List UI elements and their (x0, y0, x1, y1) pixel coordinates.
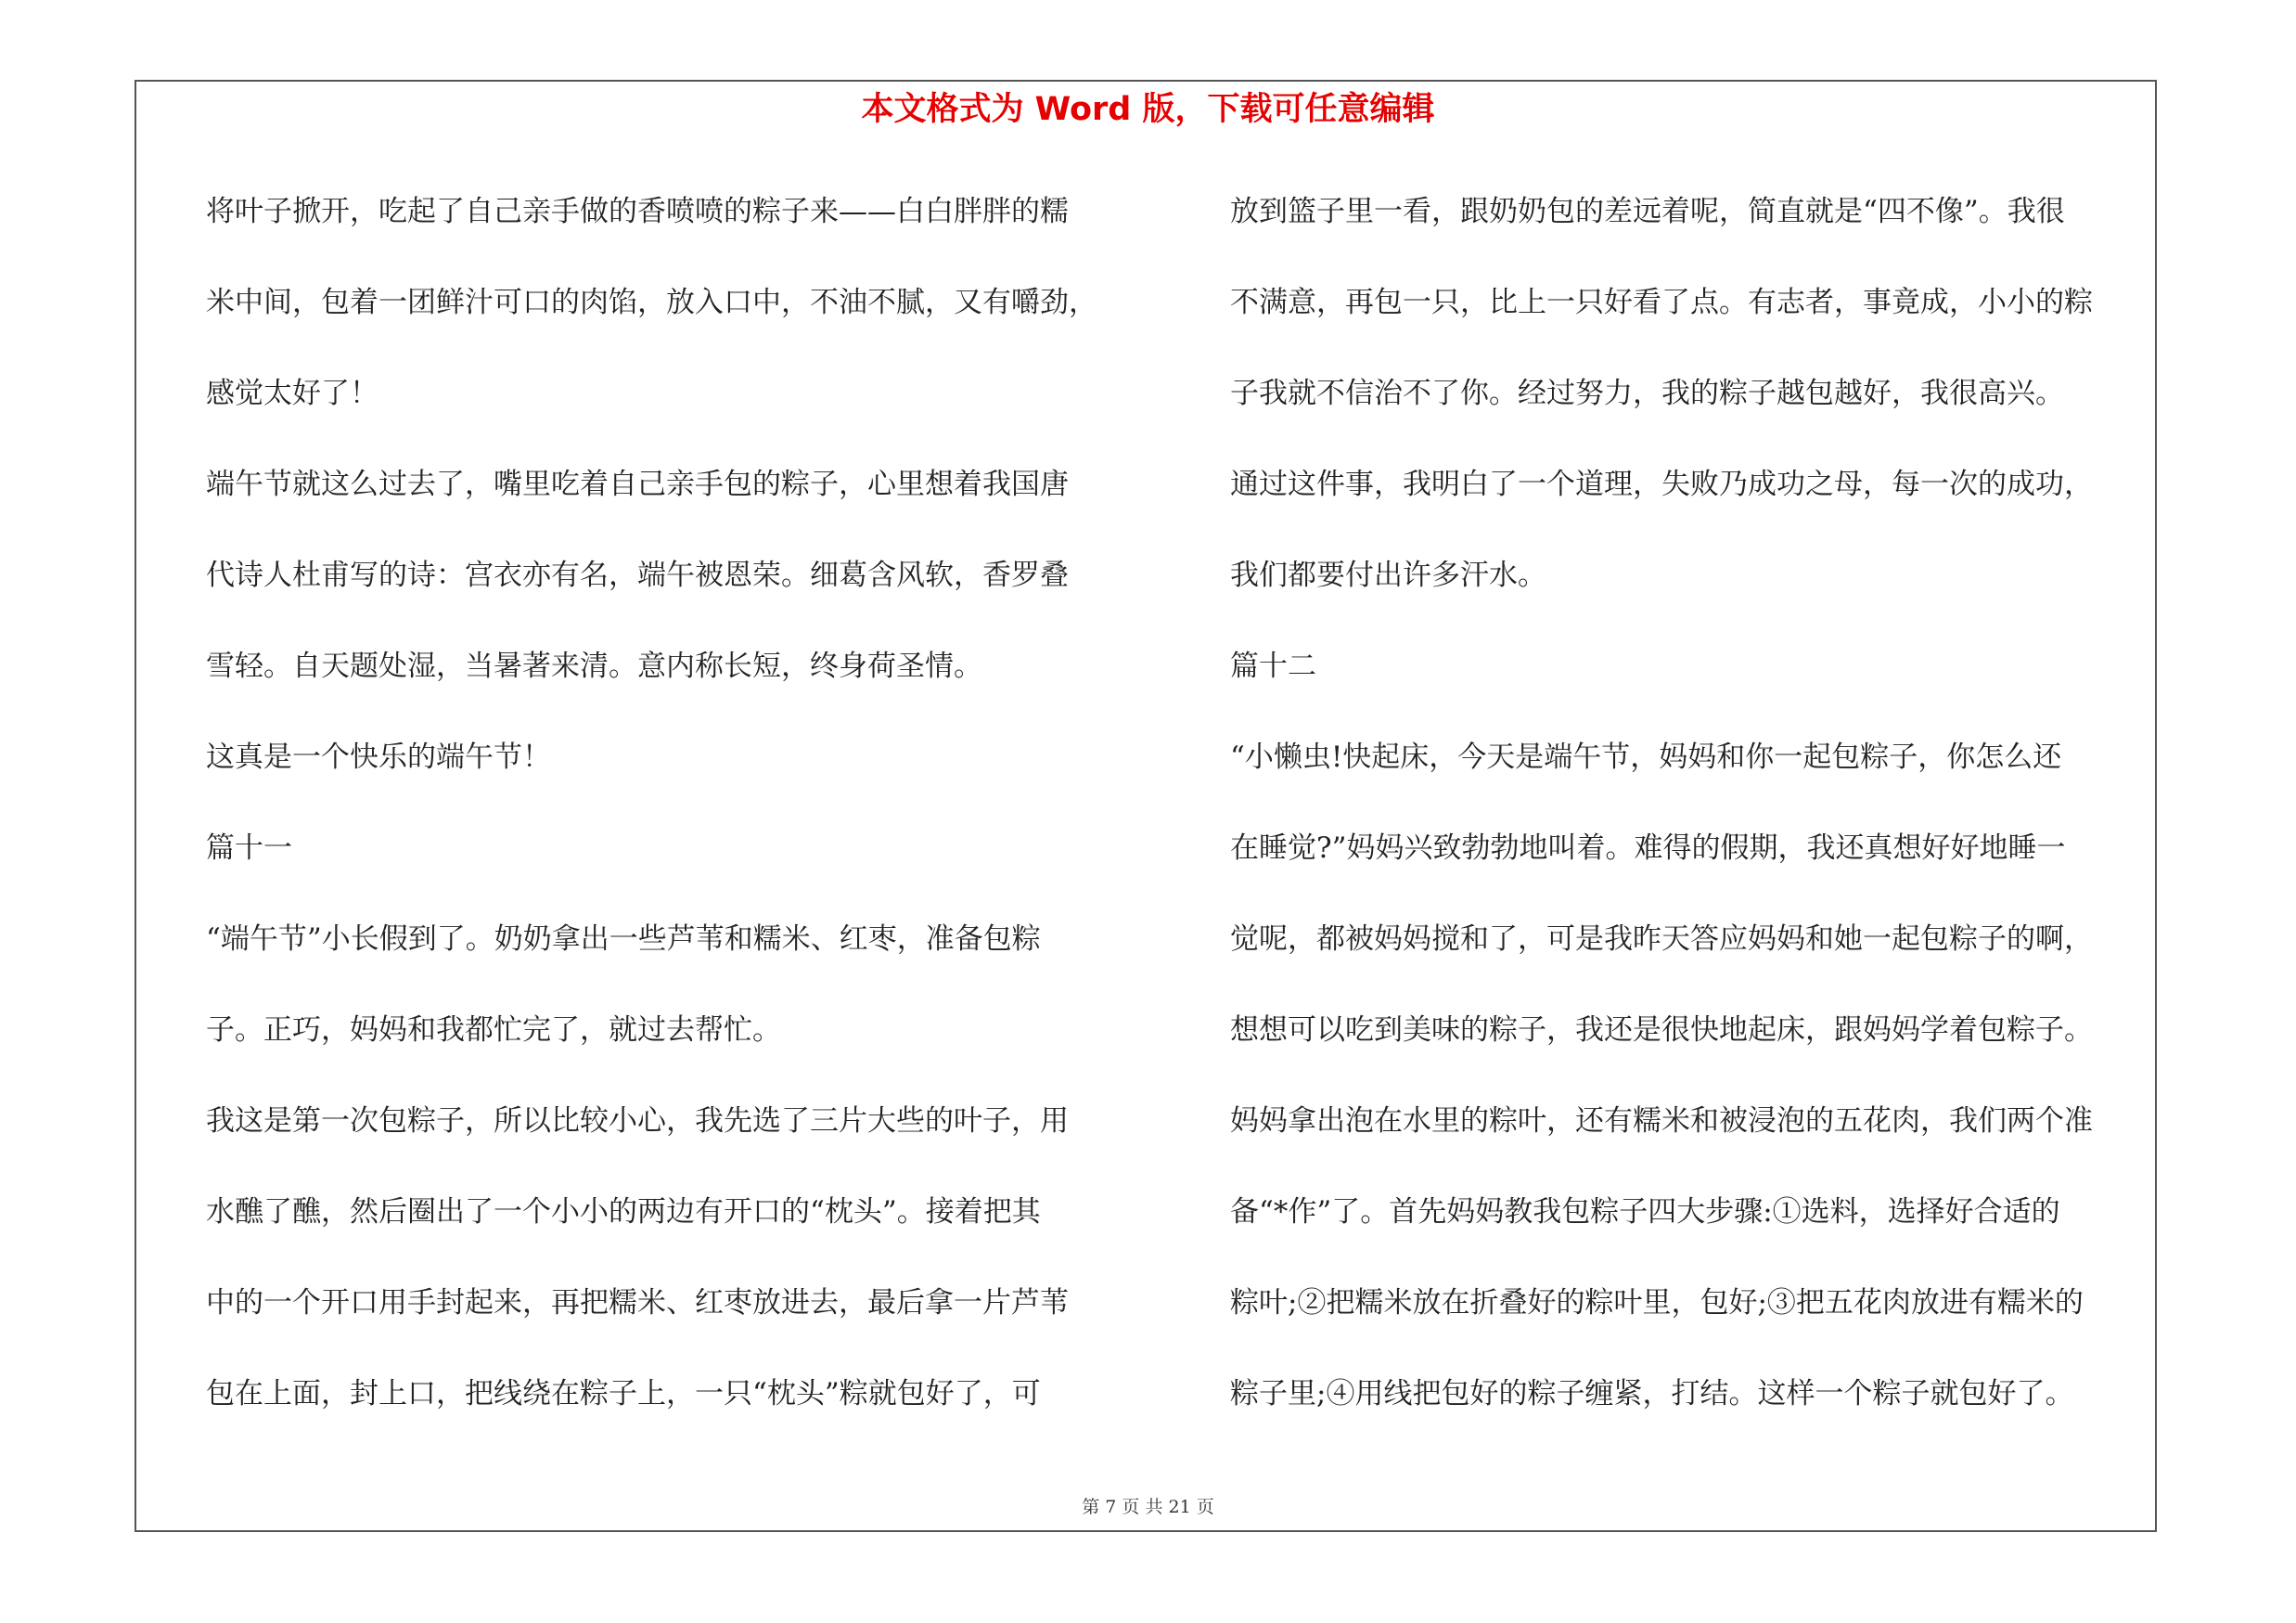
text-line: 备“*作”了。首先妈妈教我包粽子四大步骤:①选料，选择好合适的 (1230, 1195, 2060, 1229)
section-heading: 篇十一 (206, 831, 292, 865)
text-line: 通过这件事，我明白了一个道理，失败乃成功之母，每一次的成功， (1230, 468, 2093, 501)
text-line: 包在上面，封上口，把线绕在粽子上，一只“枕头”粽就包好了，可 (206, 1377, 1041, 1410)
text-line: 放到篮子里一看，跟奶奶包的差远着呢，简直就是“四不像”。我很 (1230, 195, 2065, 228)
format-banner: 本文格式为 Word 版，下载可任意编辑 (861, 91, 1435, 128)
text-line: “小懒虫!快起床，今天是端午节，妈妈和你一起包粽子，你怎么还 (1230, 741, 2062, 774)
section-heading: 篇十二 (1230, 650, 1316, 683)
text-line: 这真是一个快乐的端午节！ (206, 741, 551, 774)
text-line: “端午节”小长假到了。奶奶拿出一些芦苇和糯米、红枣，准备包粽 (206, 922, 1041, 956)
text-line: 中的一个开口用手封起来，再把糯米、红枣放进去，最后拿一片芦苇 (206, 1286, 1069, 1320)
text-line: 水醮了醮，然后圈出了一个小小的两边有开口的“枕头”。接着把其 (206, 1195, 1041, 1229)
text-line: 子我就不信治不了你。经过努力，我的粽子越包越好，我很高兴。 (1230, 377, 2064, 410)
text-line: 端午节就这么过去了，嘴里吃着自己亲手包的粽子，心里想着我国唐 (206, 468, 1069, 501)
text-line: 代诗人杜甫写的诗：宫衣亦有名，端午被恩荣。细葛含风软，香罗叠 (206, 559, 1069, 592)
page-number: 第 7 页 共 21 页 (1082, 1497, 1214, 1517)
text-line: 米中间，包着一团鲜汁可口的肉馅，放入口中，不油不腻，又有嚼劲， (206, 286, 1097, 319)
text-line: 雪轻。自天题处湿，当暑著来清。意内称长短，终身荷圣情。 (206, 650, 982, 683)
text-line: 粽叶;②把糯米放在折叠好的粽叶里，包好;③把五花肉放进有糯米的 (1230, 1286, 2084, 1320)
text-line: 粽子里;④用线把包好的粽子缠紧，打结。这样一个粽子就包好了。 (1230, 1377, 2074, 1410)
right-column (1230, 184, 2158, 1457)
text-line: 觉呢，都被妈妈搅和了，可是我昨天答应妈妈和她一起包粽子的啊， (1230, 922, 2093, 956)
text-line: 将叶子掀开，吃起了自己亲手做的香喷喷的粽子来——白白胖胖的糯 (206, 195, 1069, 228)
text-line: 想想可以吃到美味的粽子，我还是很快地起床，跟妈妈学着包粽子。 (1230, 1013, 2093, 1047)
text-line: 在睡觉?”妈妈兴致勃勃地叫着。难得的假期，我还真想好好地睡一 (1230, 831, 2066, 865)
text-line: 我这是第一次包粽子，所以比较小心，我先选了三片大些的叶子，用 (206, 1104, 1069, 1138)
text-line: 我们都要付出许多汗水。 (1230, 559, 1546, 592)
left-column (206, 184, 1134, 1457)
text-line: 妈妈拿出泡在水里的粽叶，还有糯米和被浸泡的五花肉，我们两个准 (1230, 1104, 2093, 1138)
text-line: 感觉太好了！ (206, 377, 378, 410)
text-line: 子。正巧，妈妈和我都忙完了，就过去帮忙。 (206, 1013, 781, 1047)
text-line: 不满意，再包一只，比上一只好看了点。有志者，事竟成，小小的粽 (1230, 286, 2093, 319)
